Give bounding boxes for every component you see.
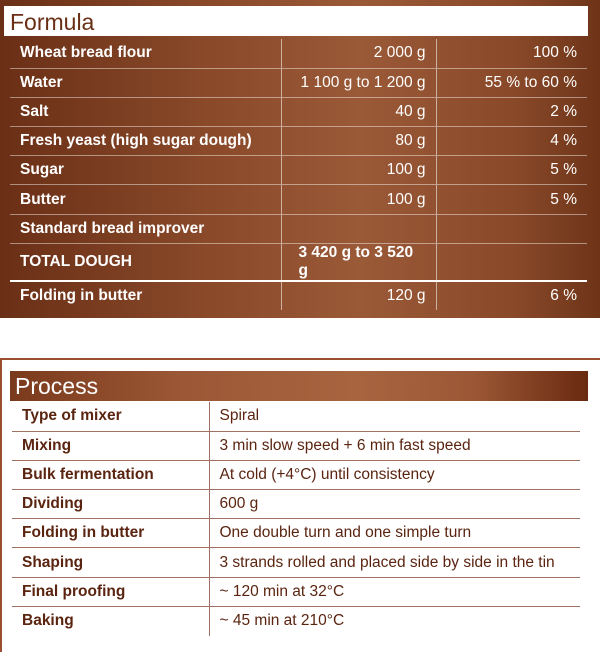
step-detail: 3 min slow speed + 6 min fast speed	[209, 431, 580, 460]
table-row	[12, 402, 580, 431]
ingredient-percentage: 5 %	[436, 156, 587, 185]
ingredient-percentage: 55 % to 60 %	[436, 68, 587, 97]
ingredient-weight: 100 g	[281, 156, 436, 185]
table-row	[10, 97, 587, 126]
step-detail: ~ 45 min at 210°C	[219, 612, 345, 630]
ingredient-weight: 120 g	[281, 281, 436, 310]
total-percentage	[436, 243, 587, 281]
total-weight: 3 420 g to 3 520 g	[281, 243, 436, 281]
formula-table	[10, 39, 587, 310]
step-name: Baking	[12, 606, 209, 635]
process-table	[12, 402, 580, 636]
ingredient-name: Fresh yeast (high sugar dough)	[10, 127, 281, 156]
ingredient-name: Butter	[10, 185, 281, 214]
ingredient-weight: 40 g	[281, 97, 436, 126]
step-name: Dividing	[12, 490, 209, 519]
table-row	[10, 214, 587, 243]
table-row	[12, 548, 580, 577]
step-detail: One double turn and one simple turn	[209, 519, 580, 548]
table-row	[10, 68, 587, 97]
ingredient-weight: 2 000 g	[281, 39, 436, 68]
table-row	[12, 606, 580, 635]
table-row	[10, 39, 587, 68]
ingredient-percentage: 100 %	[436, 39, 587, 68]
ingredient-name: Water	[10, 68, 281, 97]
step-detail: ~ 120 min at 32°C	[209, 577, 580, 606]
table-row	[10, 281, 587, 310]
step-name: Shaping	[12, 548, 209, 577]
table-row	[10, 156, 587, 185]
table-row	[12, 577, 580, 606]
step-name: Mixing	[12, 431, 209, 460]
table-row	[12, 490, 580, 519]
step-name: Type of mixer	[12, 402, 209, 431]
formula-title: Formula	[4, 6, 588, 36]
ingredient-weight: 100 g	[281, 185, 436, 214]
process-panel	[0, 358, 600, 652]
ingredient-percentage	[436, 214, 587, 243]
table-row	[10, 185, 587, 214]
ingredient-name: Standard bread improver	[10, 214, 281, 243]
ingredient-name: Folding in butter	[20, 286, 143, 304]
step-name: Folding in butter	[12, 519, 209, 548]
step-detail: At cold (+4°C) until consistency	[209, 460, 580, 489]
total-row	[10, 243, 587, 281]
table-row	[12, 431, 580, 460]
formula-panel	[0, 0, 600, 318]
total-label: TOTAL DOUGH	[10, 243, 281, 281]
table-row	[10, 127, 587, 156]
ingredient-name: Salt	[10, 97, 281, 126]
step-detail: 600 g	[209, 490, 580, 519]
ingredient-percentage: 2 %	[436, 97, 587, 126]
ingredient-weight: 1 100 g to 1 200 g	[281, 68, 436, 97]
table-row	[12, 460, 580, 489]
ingredient-percentage: 4 %	[436, 127, 587, 156]
step-detail: 3 strands rolled and placed side by side in the tin	[209, 548, 580, 577]
ingredient-percentage: 6 %	[436, 281, 587, 310]
step-detail: Spiral	[209, 402, 580, 431]
process-title: Process	[10, 371, 588, 401]
step-name: Bulk fermentation	[12, 460, 209, 489]
ingredient-name: Wheat bread flour	[10, 39, 281, 68]
ingredient-percentage: 5 %	[436, 185, 587, 214]
ingredient-name: Sugar	[10, 156, 281, 185]
ingredient-weight: 80 g	[281, 127, 436, 156]
ingredient-weight	[281, 214, 436, 243]
table-row	[12, 519, 580, 548]
step-name: Final proofing	[12, 577, 209, 606]
